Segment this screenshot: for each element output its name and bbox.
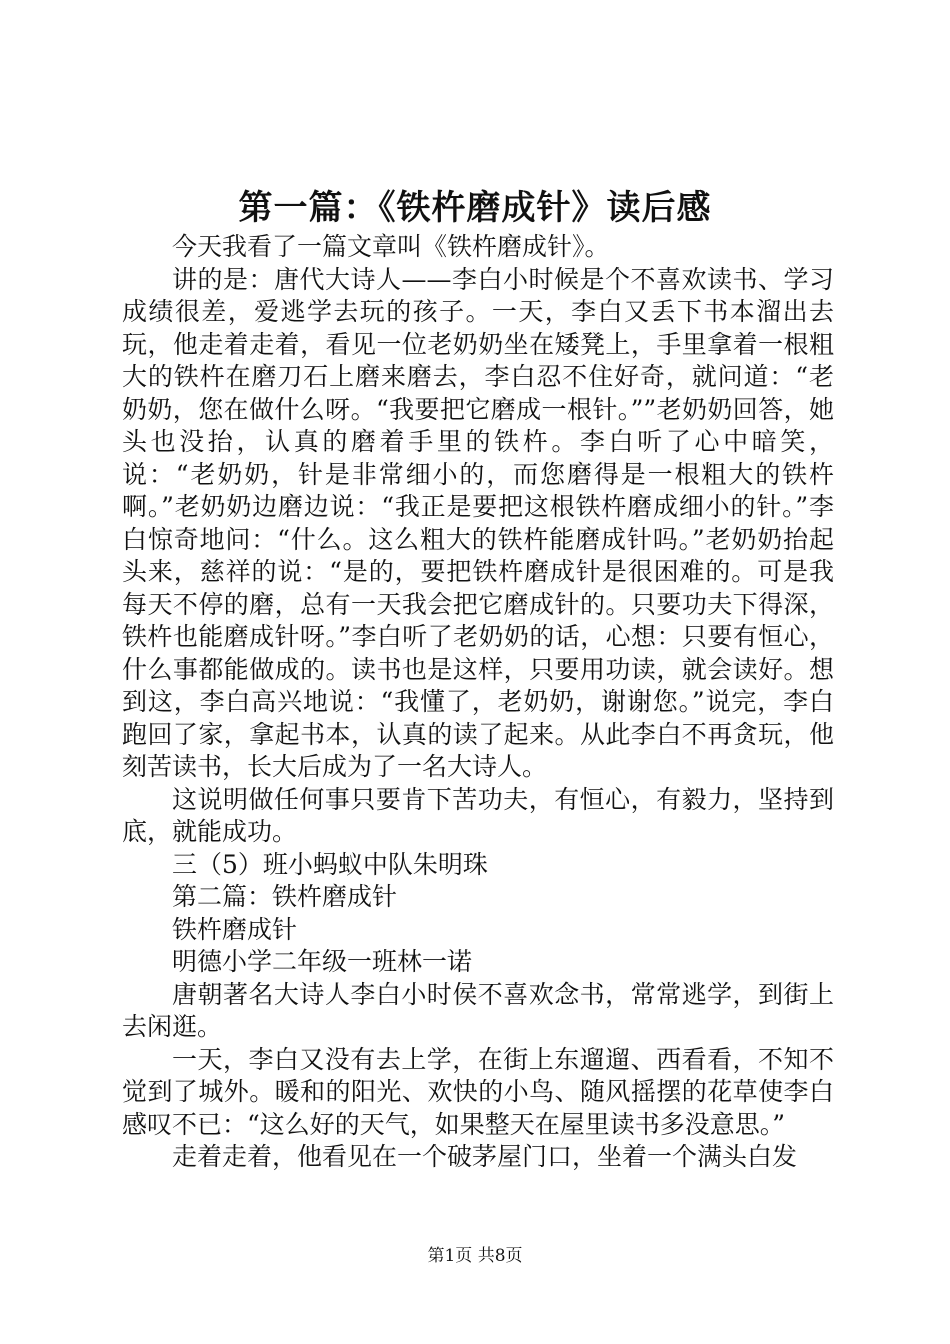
paragraph: 铁杵磨成针 [172, 914, 298, 944]
document-body [122, 231, 834, 1174]
paragraph: 讲的是：唐代大诗人——李白小时候是个不喜欢读书、学习成绩很差，爱逃学去玩的孩子。一天，李白又丢下书本溜出去玩，他走着走着，看见一位老奶奶坐在矮凳上，手里拿着一根粗大的铁杵在磨刀石上磨来磨去，李白忍不住好奇，就问道：“老奶奶，您在做什么呀。“我要把它磨成一根针。””老奶奶回答，她头也没抬，认真的磨着手里的铁杵。李白听了心中暗笑，说：“老奶奶，针是非常细小的，而您磨得是一根粗大的铁杵啊。”老奶奶边磨边说：“我正是要把这根铁杵磨成细小的针。”李白惊奇地问：“什么。这么粗大的铁杵能磨成针吗。”老奶奶抬起头来，慈祥的说：“是的，要把铁杵磨成针是很困难的。可是我每天不停的磨，总有一天我会把它磨成针的。只要功夫下得深，铁杵也能磨成针呀。”李白听了老奶奶的话，心想：只要有恒心，什么事都能做成的。读书也是这样，只要用功读，就会读好。想到这，李白高兴地说：“我懂了，老奶奶，谢谢您。”说完，李白跑回了家，拿起书本，认真的读了起来。从此李白不再贪玩，他刻苦读书，长大后成为了一名大诗人。 [122, 264, 834, 781]
page-number-footer: 第1页 共8页 [427, 1246, 523, 1266]
paragraph: 今天我看了一篇文章叫《铁杵磨成针》。 [172, 232, 610, 261]
paragraph: 一天，李白又没有去上学，在街上东遛遛、西看看，不知不觉到了城外。暖和的阳光、欢快的小鸟、随风摇摆的花草使李白感叹不已：“这么好的天气，如果整天在屋里读书多没意思。” [122, 1044, 834, 1139]
paragraph: 走着走着，他看见在一个破茅屋门口，坐着一个满头白发 [172, 1142, 798, 1171]
paragraph: 明德小学二年级一班林一诺 [172, 947, 473, 976]
paragraph: 唐朝著名大诗人李白小时侯不喜欢念书，常常逃学，到街上去闲逛。 [122, 979, 834, 1041]
paragraph: 第二篇：铁杵磨成针 [172, 882, 398, 911]
document-title: 第一篇：《铁杵磨成针》读后感 [238, 188, 712, 228]
paragraph: 三（5）班小蚂蚁中队朱明珠 [172, 849, 488, 879]
paragraph: 这说明做任何事只要肯下苦功夫，有恒心，有毅力，坚持到底，就能成功。 [122, 784, 834, 846]
